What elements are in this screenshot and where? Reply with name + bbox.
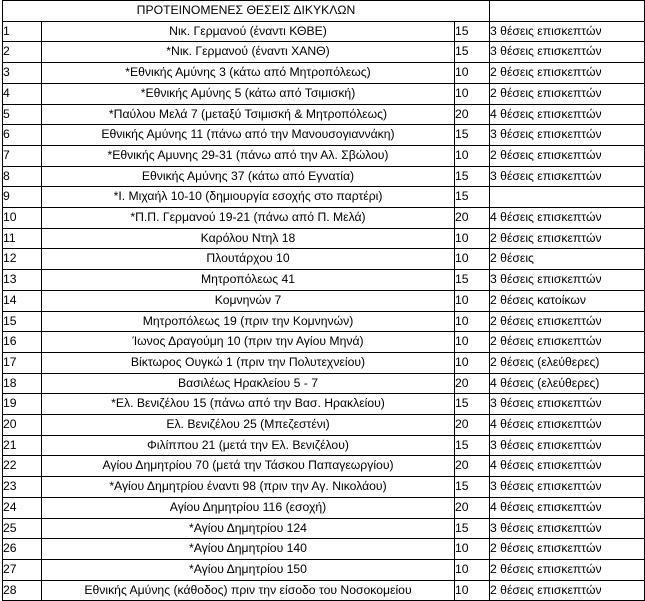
row-location: Κομνηνών 7 xyxy=(42,290,455,311)
row-number: 8 xyxy=(3,166,42,187)
row-number: 7 xyxy=(3,145,42,166)
row-number: 21 xyxy=(3,435,42,456)
row-positions: 15 xyxy=(455,166,490,187)
row-location: Εθνικής Αμύνης (κάθοδος) πριν την είσοδο του Νοσοκομείου xyxy=(42,580,455,601)
table-row xyxy=(3,477,645,498)
row-number: 26 xyxy=(3,539,42,560)
table-row xyxy=(3,518,645,539)
row-number: 18 xyxy=(3,373,42,394)
table-row xyxy=(3,83,645,104)
bike-positions-table xyxy=(2,0,645,601)
row-notes: 4 θέσεις (ελεύθερες) xyxy=(490,373,645,394)
row-number: 15 xyxy=(3,311,42,332)
row-positions: 15 xyxy=(455,187,490,208)
row-number: 25 xyxy=(3,518,42,539)
row-location: *Παύλου Μελά 7 (μεταξύ Τσιμισκή & Μητροπόλεως) xyxy=(42,104,455,125)
row-location: Καρόλου Ντηλ 18 xyxy=(42,228,455,249)
row-number: 3 xyxy=(3,63,42,84)
row-notes: 2 θέσεις κατοίκων xyxy=(490,290,645,311)
row-number: 2 xyxy=(3,42,42,63)
row-location: Νικ. Γερμανού (έναντι ΚΘΒΕ) xyxy=(42,21,455,42)
table-row xyxy=(3,415,645,436)
row-number: 22 xyxy=(3,456,42,477)
row-number: 12 xyxy=(3,249,42,270)
row-notes: 2 θέσεις επισκεπτών xyxy=(490,311,645,332)
row-location: Βασιλέως Ηρακλείου 5 - 7 xyxy=(42,373,455,394)
row-notes: 4 θέσεις επισκεπτών xyxy=(490,104,645,125)
table-title: ΠΡΟΤΕΙΝΟΜΕΝΕΣ ΘΕΣΕΙΣ ΔΙΚΥΚΛΩΝ xyxy=(3,1,490,22)
row-location: *Εθνικής Αμυνης 29-31 (πάνω από την Αλ. Σβώλου) xyxy=(42,145,455,166)
table-row xyxy=(3,290,645,311)
row-notes: 2 θέσεις επισκεπτών xyxy=(490,332,645,353)
row-positions: 20 xyxy=(455,497,490,518)
row-location: *Ι. Μιχαήλ 10-10 (δημιουργία εσοχής στο παρτέρι) xyxy=(42,187,455,208)
row-notes: 3 θέσεις επισκεπτών xyxy=(490,42,645,63)
table-row xyxy=(3,580,645,601)
row-location: *Π.Π. Γερμανού 19-21 (πάνω από Π. Μελά) xyxy=(42,208,455,229)
row-notes: 3 θέσεις επισκεπτών xyxy=(490,21,645,42)
row-number: 5 xyxy=(3,104,42,125)
row-positions: 15 xyxy=(455,125,490,146)
table-row xyxy=(3,270,645,291)
row-location: Μητροπόλεως 41 xyxy=(42,270,455,291)
table-body xyxy=(3,21,645,601)
row-number: 6 xyxy=(3,125,42,146)
row-location: *Ελ. Βενιζέλου 15 (πάνω από την Βασ. Ηρακλείου) xyxy=(42,394,455,415)
row-notes: 3 θέσεις επισκεπτών xyxy=(490,518,645,539)
row-number: 1 xyxy=(3,21,42,42)
row-positions: 15 xyxy=(455,42,490,63)
row-positions: 15 xyxy=(455,477,490,498)
table-row xyxy=(3,42,645,63)
row-notes: 4 θέσεις επισκεπτών xyxy=(490,415,645,436)
table-row xyxy=(3,21,645,42)
row-location: Ελ. Βενιζέλου 25 (Μπεζεστένι) xyxy=(42,415,455,436)
row-location: Εθνικής Αμύνης 11 (πάνω από την Μανουσογιαννάκη) xyxy=(42,125,455,146)
table-header-row xyxy=(3,1,645,22)
table-row xyxy=(3,352,645,373)
row-number: 19 xyxy=(3,394,42,415)
table-row xyxy=(3,456,645,477)
table-row xyxy=(3,145,645,166)
row-number: 10 xyxy=(3,208,42,229)
table-row xyxy=(3,104,645,125)
table-row xyxy=(3,249,645,270)
table-row xyxy=(3,187,645,208)
table-row xyxy=(3,373,645,394)
row-number: 13 xyxy=(3,270,42,291)
row-positions: 15 xyxy=(455,270,490,291)
row-location: Βίκτωρος Ουγκώ 1 (πριν την Πολυτεχνείου) xyxy=(42,352,455,373)
table-row xyxy=(3,311,645,332)
row-location: Αγίου Δημητρίου 70 (μετά την Τάσκου Παπαγεωργίου) xyxy=(42,456,455,477)
row-number: 24 xyxy=(3,497,42,518)
row-positions: 10 xyxy=(455,559,490,580)
row-positions: 10 xyxy=(455,249,490,270)
table-row xyxy=(3,166,645,187)
row-positions: 15 xyxy=(455,518,490,539)
row-positions: 20 xyxy=(455,456,490,477)
table-row xyxy=(3,228,645,249)
row-number: 23 xyxy=(3,477,42,498)
row-number: 16 xyxy=(3,332,42,353)
row-number: 14 xyxy=(3,290,42,311)
row-positions: 15 xyxy=(455,435,490,456)
row-notes: 3 θέσεις επισκεπτών xyxy=(490,435,645,456)
row-location: Φιλίππου 21 (μετά την Ελ. Βενιζέλου) xyxy=(42,435,455,456)
row-location: Μητροπόλεως 19 (πριν την Κομνηνών) xyxy=(42,311,455,332)
row-number: 27 xyxy=(3,559,42,580)
row-notes: 3 θέσεις επισκεπτών xyxy=(490,166,645,187)
row-location: *Εθνικής Αμύνης 5 (κάτω από Τσιμισκή) xyxy=(42,83,455,104)
row-notes: 4 θέσεις επισκεπτών xyxy=(490,208,645,229)
row-location: *Αγίου Δημητρίου 140 xyxy=(42,539,455,560)
table-row xyxy=(3,63,645,84)
row-number: 4 xyxy=(3,83,42,104)
row-notes xyxy=(490,187,645,208)
row-notes: 2 θέσεις επισκεπτών xyxy=(490,539,645,560)
table-row xyxy=(3,394,645,415)
row-number: 9 xyxy=(3,187,42,208)
row-location: Αγίου Δημητρίου 116 (εσοχή) xyxy=(42,497,455,518)
row-notes: 3 θέσεις επισκεπτών xyxy=(490,394,645,415)
header-blank-cell xyxy=(490,1,645,22)
row-number: 28 xyxy=(3,580,42,601)
row-positions: 10 xyxy=(455,145,490,166)
row-notes: 2 θέσεις επισκεπτών xyxy=(490,559,645,580)
table-row xyxy=(3,208,645,229)
row-positions: 10 xyxy=(455,311,490,332)
row-number: 11 xyxy=(3,228,42,249)
row-positions: 15 xyxy=(455,21,490,42)
row-notes: 2 θέσεις (ελεύθερες) xyxy=(490,352,645,373)
row-notes: 2 θέσεις επισκεπτών xyxy=(490,228,645,249)
table-row xyxy=(3,559,645,580)
row-notes: 4 θέσεις επισκεπτών xyxy=(490,456,645,477)
row-notes: 3 θέσεις επισκεπτών xyxy=(490,125,645,146)
row-notes: 2 θέσεις xyxy=(490,249,645,270)
row-number: 17 xyxy=(3,352,42,373)
row-location: Πλουτάρχου 10 xyxy=(42,249,455,270)
row-positions: 10 xyxy=(455,539,490,560)
row-positions: 20 xyxy=(455,104,490,125)
row-number: 20 xyxy=(3,415,42,436)
table-row xyxy=(3,125,645,146)
row-positions: 20 xyxy=(455,415,490,436)
row-location: *Αγίου Δημητρίου 124 xyxy=(42,518,455,539)
row-notes: 2 θέσεις επισκεπτών xyxy=(490,580,645,601)
row-positions: 20 xyxy=(455,208,490,229)
row-notes: 2 θέσεις επισκεπτών xyxy=(490,63,645,84)
row-positions: 10 xyxy=(455,83,490,104)
row-location: *Αγίου Δημητρίου έναντι 98 (πριν την Αγ. Νικολάου) xyxy=(42,477,455,498)
row-positions: 10 xyxy=(455,580,490,601)
table-row xyxy=(3,497,645,518)
table-row xyxy=(3,332,645,353)
row-notes: 4 θέσεις επισκεπτών xyxy=(490,497,645,518)
row-notes: 2 θέσεις επισκεπτών xyxy=(490,83,645,104)
row-location: *Αγίου Δημητρίου 150 xyxy=(42,559,455,580)
table-row xyxy=(3,435,645,456)
row-positions: 10 xyxy=(455,63,490,84)
row-notes: 2 θέσεις επισκεπτών xyxy=(490,145,645,166)
row-location: Ίωνος Δραγούμη 10 (πριν την Αγίου Μηνά) xyxy=(42,332,455,353)
row-location: *Εθνικής Αμύνης 3 (κάτω από Μητροπόλεως) xyxy=(42,63,455,84)
row-positions: 10 xyxy=(455,228,490,249)
row-location: Εθνικής Αμύνης 37 (κάτω από Εγνατία) xyxy=(42,166,455,187)
row-positions: 10 xyxy=(455,332,490,353)
row-positions: 10 xyxy=(455,290,490,311)
row-notes: 3 θέσεις επισκεπτών xyxy=(490,477,645,498)
row-notes: 3 θέσεις επισκεπτών xyxy=(490,270,645,291)
row-location: *Νικ. Γερμανού (έναντι ΧΑΝΘ) xyxy=(42,42,455,63)
row-positions: 15 xyxy=(455,394,490,415)
table-row xyxy=(3,539,645,560)
row-positions: 20 xyxy=(455,373,490,394)
row-positions: 10 xyxy=(455,352,490,373)
